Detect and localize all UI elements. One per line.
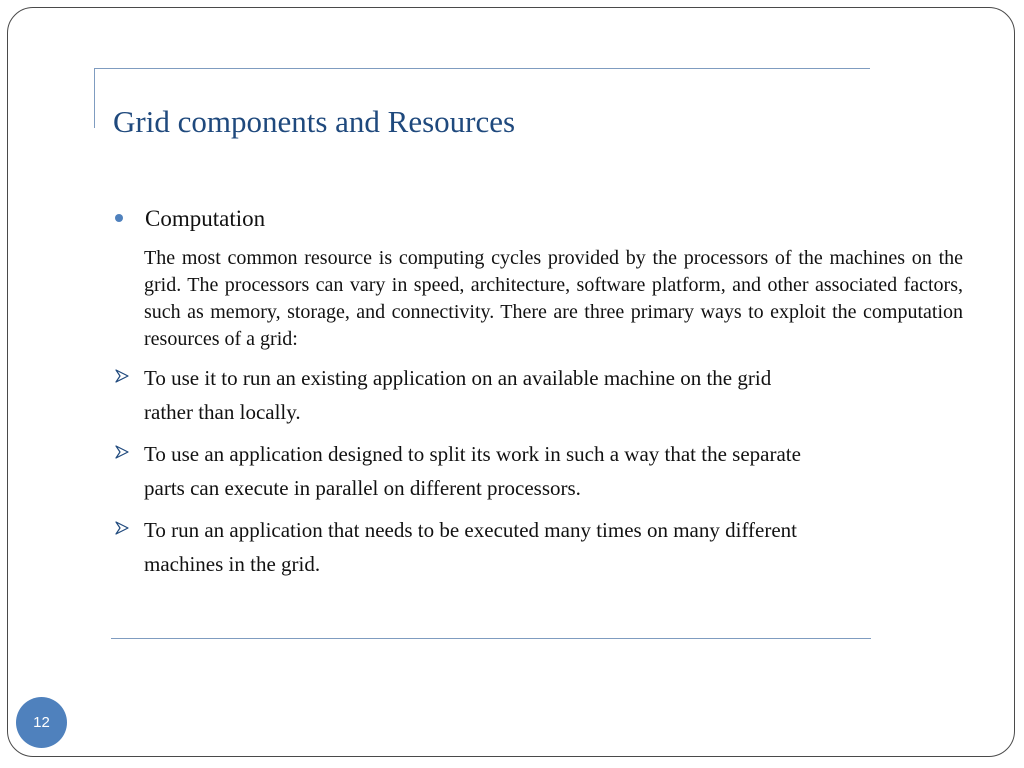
title-left-rule xyxy=(94,68,95,128)
slide-title: Grid components and Resources xyxy=(113,104,516,139)
page-number-badge xyxy=(16,697,67,748)
slide-content xyxy=(113,203,963,589)
bullet-dot-icon xyxy=(115,214,123,222)
arrow-bullet-icon xyxy=(115,521,129,535)
arrow-bullet-icon xyxy=(115,369,129,383)
page-number: 12 xyxy=(33,714,50,731)
sub-bullet-line-1: To run an application that needs to be executed many times on many different xyxy=(144,518,798,542)
title-top-rule xyxy=(94,68,870,69)
sub-bullet-line-2: rather than locally. xyxy=(144,400,301,424)
bottom-rule xyxy=(111,638,871,639)
sub-bullet-item xyxy=(113,513,963,581)
bullet-item xyxy=(113,203,963,237)
sub-bullet-line-1: To use an application designed to split its work in such a way that the separate xyxy=(144,442,801,466)
sub-bullet-line-2: machines in the grid. xyxy=(144,552,321,576)
body-paragraph: The most common resource is computing cycles provided by the processors of the machines on the grid. The processors can vary in speed, architecture, software platform, and other associated factors, such as memory, storage, and connectivity. There are three primary ways to exploit the computation resources of a grid: xyxy=(144,247,963,350)
bullet-heading: Computation xyxy=(145,206,266,231)
sub-bullet-line-1: To use it to run an existing application on an available machine on the grid xyxy=(144,366,772,390)
arrow-bullet-icon xyxy=(115,445,129,459)
sub-bullet-item xyxy=(113,437,963,505)
sub-bullet-line-2: parts can execute in parallel on different processors. xyxy=(144,476,581,500)
sub-bullet-item xyxy=(113,361,963,429)
sub-bullet-list xyxy=(113,361,963,581)
